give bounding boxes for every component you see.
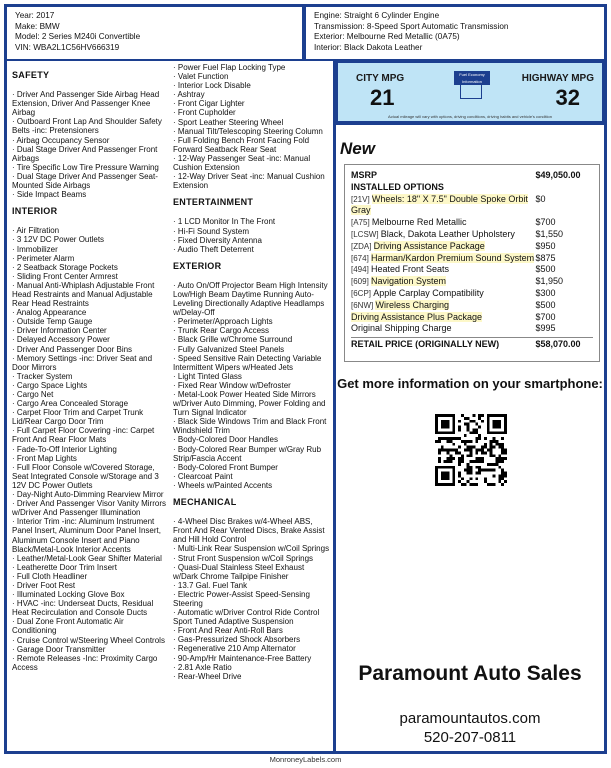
interior-feature: · Carpet Floor Trim and Carpet Trunk Lid/Rear Cargo Door Trim [12, 408, 144, 427]
option-name: [21V] Wheels: 18" X 7.5" Double Spoke Orbit Gray [351, 193, 528, 216]
mechanical-feature: · Front And Rear Anti-Roll Bars [173, 626, 283, 636]
interior-feature: · Cruise Control w/Steering Wheel Controls [12, 635, 165, 645]
interior-feature: · Memory Settings -inc: Driver Seat and Door Mirrors [12, 353, 153, 372]
interior-feature: · Remote Releases -Inc: Proximity Cargo Access [12, 653, 158, 672]
interior-feature: · Valet Function [173, 72, 229, 82]
interior-feature: · Interior Lock Disable [173, 81, 251, 91]
option-name: [609] Navigation System [351, 276, 447, 287]
entertainment-feature: · Audio Theft Deterrent [173, 244, 254, 254]
interior-feature: · 12-Way Passenger Seat -inc: Manual Cushion Extension [173, 153, 311, 173]
option-row [351, 312, 593, 324]
right-panel [336, 61, 604, 751]
safety-feature: · Tire Specific Low Tire Pressure Warning [12, 162, 159, 172]
interior-feature: · Leather/Metal-Look Gear Shifter Material [12, 553, 162, 563]
interior-feature: · Sliding Front Center Armrest [12, 271, 118, 281]
option-row [351, 194, 593, 218]
exterior-feature: · Auto On/Off Projector Beam High Intensity Low/High Beam Daytime Running Auto-Leveling Directionally Adaptive Headlamps w/Delay-Off [173, 280, 328, 318]
interior-feature: · Tracker System [12, 371, 73, 381]
option-row [351, 229, 593, 241]
drivetrain-info-panel [306, 7, 604, 59]
interior-feature: · 12-Way Driver Seat -inc: Manual Cushion Extension [173, 172, 325, 191]
interior-feature: · Manual Tilt/Telescoping Steering Column [173, 126, 323, 136]
option-name: [674] Harman/Kardon Premium Sound System [351, 252, 535, 263]
option-price: $700 [535, 217, 556, 228]
dealer-url[interactable]: paramountautos.com [399, 710, 541, 727]
option-name: [6NW] Wireless Charging [351, 299, 449, 310]
option-price: $950 [535, 240, 556, 251]
option-price: $875 [535, 252, 556, 263]
mechanical-list [173, 517, 330, 681]
option-code: [6CP] [351, 288, 374, 298]
highway-mpg-value: 32 [555, 85, 580, 110]
option-code: [6NW] [351, 300, 376, 310]
dealer-name: Paramount Auto Sales [358, 662, 582, 685]
mileage-disclaimer: Actual mileage will vary with options, driving conditions, driving habits and vehicle's condition [388, 114, 552, 119]
features-column-1 [12, 69, 167, 672]
option-code: [21V] [351, 194, 372, 204]
interior-continued-list [173, 63, 330, 190]
mechanical-feature: · Multi-Link Rear Suspension w/Coil Springs [173, 544, 330, 554]
vin-line: VIN: WBA2L1C56HV666319 [15, 42, 120, 52]
option-code: [494] [351, 265, 372, 275]
mechanical-feature: · 2.81 Axle Ratio [173, 662, 232, 672]
option-price: $1,950 [535, 276, 563, 287]
interior-feature: · Cargo Net [12, 390, 54, 399]
option-name: Original Shipping Charge [351, 323, 452, 334]
safety-title: SAFETY [12, 70, 50, 80]
interior-feature: · Front Map Lights [12, 453, 77, 463]
option-name: [ZDA] Driving Assistance Package [351, 240, 485, 251]
exterior-feature: · Body-Colored Door Handles [173, 435, 278, 445]
safety-feature: · Side Impact Beams [12, 190, 87, 200]
entertainment-feature: · Hi-Fi Sound System [173, 226, 250, 236]
mechanical-feature: · Automatic w/Driver Control Ride Control Sport Tuned Adaptive Suspension [173, 608, 320, 627]
option-code: [ZDA] [351, 241, 374, 251]
interior-feature: · Front Cigar Lighter [173, 99, 245, 109]
option-name: [494] Heated Front Seats [351, 264, 450, 275]
option-code: [A75] [351, 218, 372, 228]
exterior-feature: · Body-Colored Front Bumper [173, 462, 278, 472]
interior-feature: · Manual Anti-Whiplash Adjustable Front Head Restraints and Manual Adjustable Rear Head Restraints [12, 280, 155, 309]
interior-feature: · Interior Trim -inc: Aluminum Instrument Panel Insert, Aluminum Door Panel Insert, Aluminum Console Insert and Piano Black/Metal-Look Interior Accents [12, 517, 161, 554]
mechanical-feature: · 4-Wheel Disc Brakes w/4-Wheel ABS, Front And Rear Vented Discs, Brake Assist and Hill Hold Control [173, 517, 325, 545]
interior-feature: · Leatherette Door Trim Insert [12, 562, 117, 572]
interior-feature: · Driver Information Center [12, 326, 107, 336]
interior-feature: · Garage Door Transmitter [12, 644, 106, 654]
option-name: [A75] Melbourne Red Metallic [351, 217, 467, 228]
interior-feature: · Front Cupholder [173, 108, 236, 118]
exterior-feature: · Light Tinted Glass [173, 371, 242, 381]
option-code: [674] [351, 253, 372, 263]
interior-feature: · Air Filtration [12, 226, 60, 236]
city-mpg-value: 21 [370, 85, 395, 110]
option-price: $995 [535, 323, 556, 334]
interior-feature: · Immobilizer [12, 244, 58, 254]
interior-feature: · Driver Foot Rest [12, 580, 76, 590]
interior-feature: · Illuminated Locking Glove Box [12, 590, 125, 600]
option-price: $700 [535, 311, 556, 322]
exterior-feature: · Metal-Look Power Heated Side Mirrors w/Driver Auto Dimming, Power Folding and Turn Signal Indicator [173, 390, 326, 418]
msrp-label: MSRP [351, 170, 378, 180]
interior-feature: · Cargo Area Concealed Storage [12, 399, 129, 409]
option-row [351, 276, 593, 288]
exterior-feature: · Trunk Rear Cargo Access [173, 326, 270, 336]
mechanical-feature: · Regenerative 210 Amp Alternator [173, 644, 296, 654]
city-mpg-label: CITY MPG [356, 73, 405, 84]
retail-price-label: RETAIL PRICE (ORIGINALLY NEW) [351, 339, 500, 350]
interior-feature: · Outside Temp Gauge [12, 317, 93, 327]
mechanical-title: MECHANICAL [173, 497, 237, 508]
fuel-economy-label: Fuel Economy Information [454, 71, 490, 85]
exterior-feature: · Black Grille w/Chrome Surround [173, 335, 293, 345]
exterior-title: EXTERIOR [173, 260, 222, 271]
interior-feature: · Power Fuel Flap Locking Type [173, 63, 286, 72]
interior-feature: · Day-Night Auto-Dimming Rearview Mirror [12, 490, 164, 500]
option-name: [6CP] Apple Carplay Compatibility [351, 287, 484, 298]
retail-price-value: $58,070.00 [535, 339, 581, 350]
exterior-feature: · Wheels w/Painted Accents [173, 480, 273, 490]
installed-options-label: INSTALLED OPTIONS [351, 181, 444, 192]
model-line: Model: 2 Series M240i Convertible [15, 32, 141, 42]
entertainment-title: ENTERTAINMENT [173, 197, 254, 208]
mechanical-feature: · Quasi-Dual Stainless Steel Exhaust w/Dark Chrome Tailpipe Finisher [173, 562, 305, 581]
safety-feature: · Dual Stage Driver And Passenger Front Airbags [12, 144, 158, 163]
option-row [351, 253, 593, 265]
mechanical-feature: · 13.7 Gal. Fuel Tank [173, 580, 248, 590]
mechanical-feature: · Strut Front Suspension w/Coil Springs [173, 553, 314, 563]
option-row [351, 217, 593, 229]
option-name: [LCSW] Black, Dakota Leather Upholstery [351, 228, 515, 239]
safety-feature: · Driver And Passenger Side Airbag Head Extension, Driver And Passenger Knee Airbag [12, 90, 160, 118]
interior-title: INTERIOR [12, 206, 58, 217]
option-row [351, 300, 593, 312]
interior-feature: · HVAC -inc: Underseat Ducts, Residual Heat Recirculation and Console Ducts [12, 599, 154, 618]
safety-feature: · Dual Stage Driver And Passenger Seat-Mounted Side Airbags [12, 171, 158, 191]
exterior-feature: · Fixed Rear Window w/Defroster [173, 380, 291, 390]
qr-code-icon[interactable] [435, 414, 507, 486]
option-price: $1,550 [535, 228, 563, 239]
interior-line: Interior: Black Dakota Leather [314, 42, 423, 52]
safety-feature: · Airbag Occupancy Sensor [12, 135, 110, 145]
exterior-list [173, 281, 330, 490]
option-price: $500 [535, 299, 556, 310]
interior-feature: · Sport Leather Steering Wheel [173, 117, 284, 127]
installed-options-row [351, 182, 593, 194]
interior-feature: · Perimeter Alarm [12, 253, 75, 263]
interior-feature: · Full Cloth Headliner [12, 571, 88, 581]
exterior-feature: · Body-Colored Rear Bumper w/Gray Rub Strip/Fascia Accent [173, 444, 322, 463]
entertainment-feature: · 1 LCD Monitor In The Front [173, 217, 276, 227]
year-line: Year: 2017 [15, 11, 55, 20]
interior-feature: · Full Folding Bench Front Facing Fold Forward Seatback Rear Seat [173, 135, 310, 154]
retail-price-row [351, 337, 593, 351]
interior-feature: · 3 12V DC Power Outlets [12, 235, 105, 245]
interior-feature: · Fade-To-Off Interior Lighting [12, 444, 117, 454]
window-sticker [4, 4, 607, 754]
option-row [351, 323, 593, 335]
interior-feature: · Delayed Accessory Power [12, 335, 110, 345]
exterior-feature: · Clearcoat Paint [173, 471, 233, 481]
mechanical-feature: · Rear-Wheel Drive [173, 671, 242, 681]
exterior-line: Exterior: Melbourne Red Metallic (0A75) [314, 32, 460, 42]
features-column-2 [173, 63, 330, 681]
footer-text: MonroneyLabels.com [269, 755, 342, 764]
new-label: New [340, 139, 375, 158]
vehicle-info-panel [7, 7, 302, 59]
exterior-feature: · Speed Sensitive Rain Detecting Variable Intermittent Wipers w/Heated Jets [173, 353, 322, 372]
interior-feature: · Driver And Passenger Door Bins [12, 344, 133, 354]
exterior-feature: · Fully Galvanized Steel Panels [173, 344, 285, 354]
exterior-feature: · Perimeter/Approach Lights [173, 317, 273, 327]
option-code: [LCSW] [351, 229, 381, 239]
make-line: Make: BMW [15, 21, 60, 31]
interior-feature: · Dual Zone Front Automatic Air Conditioning [12, 617, 124, 636]
fuel-economy-box [336, 61, 604, 123]
option-row [351, 288, 593, 300]
option-price: $300 [535, 287, 556, 298]
dealer-phone: 520-207-0811 [423, 729, 517, 746]
highway-mpg-label: HIGHWAY MPG [521, 73, 594, 84]
interior-feature: · Cargo Space Lights [12, 380, 88, 390]
price-box [344, 164, 600, 362]
msrp-value: $49,050.00 [535, 170, 581, 180]
option-price: $500 [535, 264, 556, 275]
options-list [351, 194, 593, 336]
mechanical-feature: · Electric Power-Assist Speed-Sensing Steering [173, 589, 310, 608]
interior-feature: · Full Carpet Floor Covering -inc: Carpet Front And Rear Floor Mats [12, 426, 155, 445]
interior-list [12, 226, 167, 672]
option-price: $0 [535, 193, 546, 204]
msrp-row [351, 170, 593, 182]
interior-feature: · Ashtray [173, 90, 205, 100]
engine-line: Engine: Straight 6 Cylinder Engine [314, 11, 440, 20]
interior-feature: · Analog Appearance [12, 308, 87, 318]
exterior-feature: · Black Side Windows Trim and Black Front Windshield Trim [173, 417, 327, 436]
safety-feature: · Outboard Front Lap And Shoulder Safety Belts -inc: Pretensioners [12, 117, 162, 136]
option-code: [609] [351, 277, 372, 287]
interior-feature: · 2 Seatback Storage Pockets [12, 262, 118, 272]
mechanical-feature: · 90-Amp/Hr Maintenance-Free Battery [173, 653, 312, 663]
features-panel [7, 61, 333, 751]
option-row [351, 264, 593, 276]
entertainment-feature: · Fixed Diversity Antenna [173, 235, 262, 245]
pricing-panel [336, 125, 604, 751]
mechanical-feature: · Gas-Pressurized Shock Absorbers [173, 635, 301, 645]
smartphone-info-text: Get more information on your smartphone: [337, 376, 603, 391]
fuel-pump-icon [446, 71, 498, 101]
option-name: Driving Assistance Plus Package [351, 311, 483, 322]
option-row [351, 241, 593, 253]
entertainment-list [173, 217, 330, 253]
interior-feature: · Driver And Passenger Visor Vanity Mirrors w/Driver And Passenger Illumination [12, 499, 166, 518]
interior-feature: · Full Floor Console w/Covered Storage, Seat Integrated Console w/Storage and 3 12V DC Power Outlets [12, 462, 159, 490]
transmission-line: Transmission: 8-Speed Sport Automatic Transmission [314, 21, 509, 31]
safety-list [12, 90, 167, 199]
